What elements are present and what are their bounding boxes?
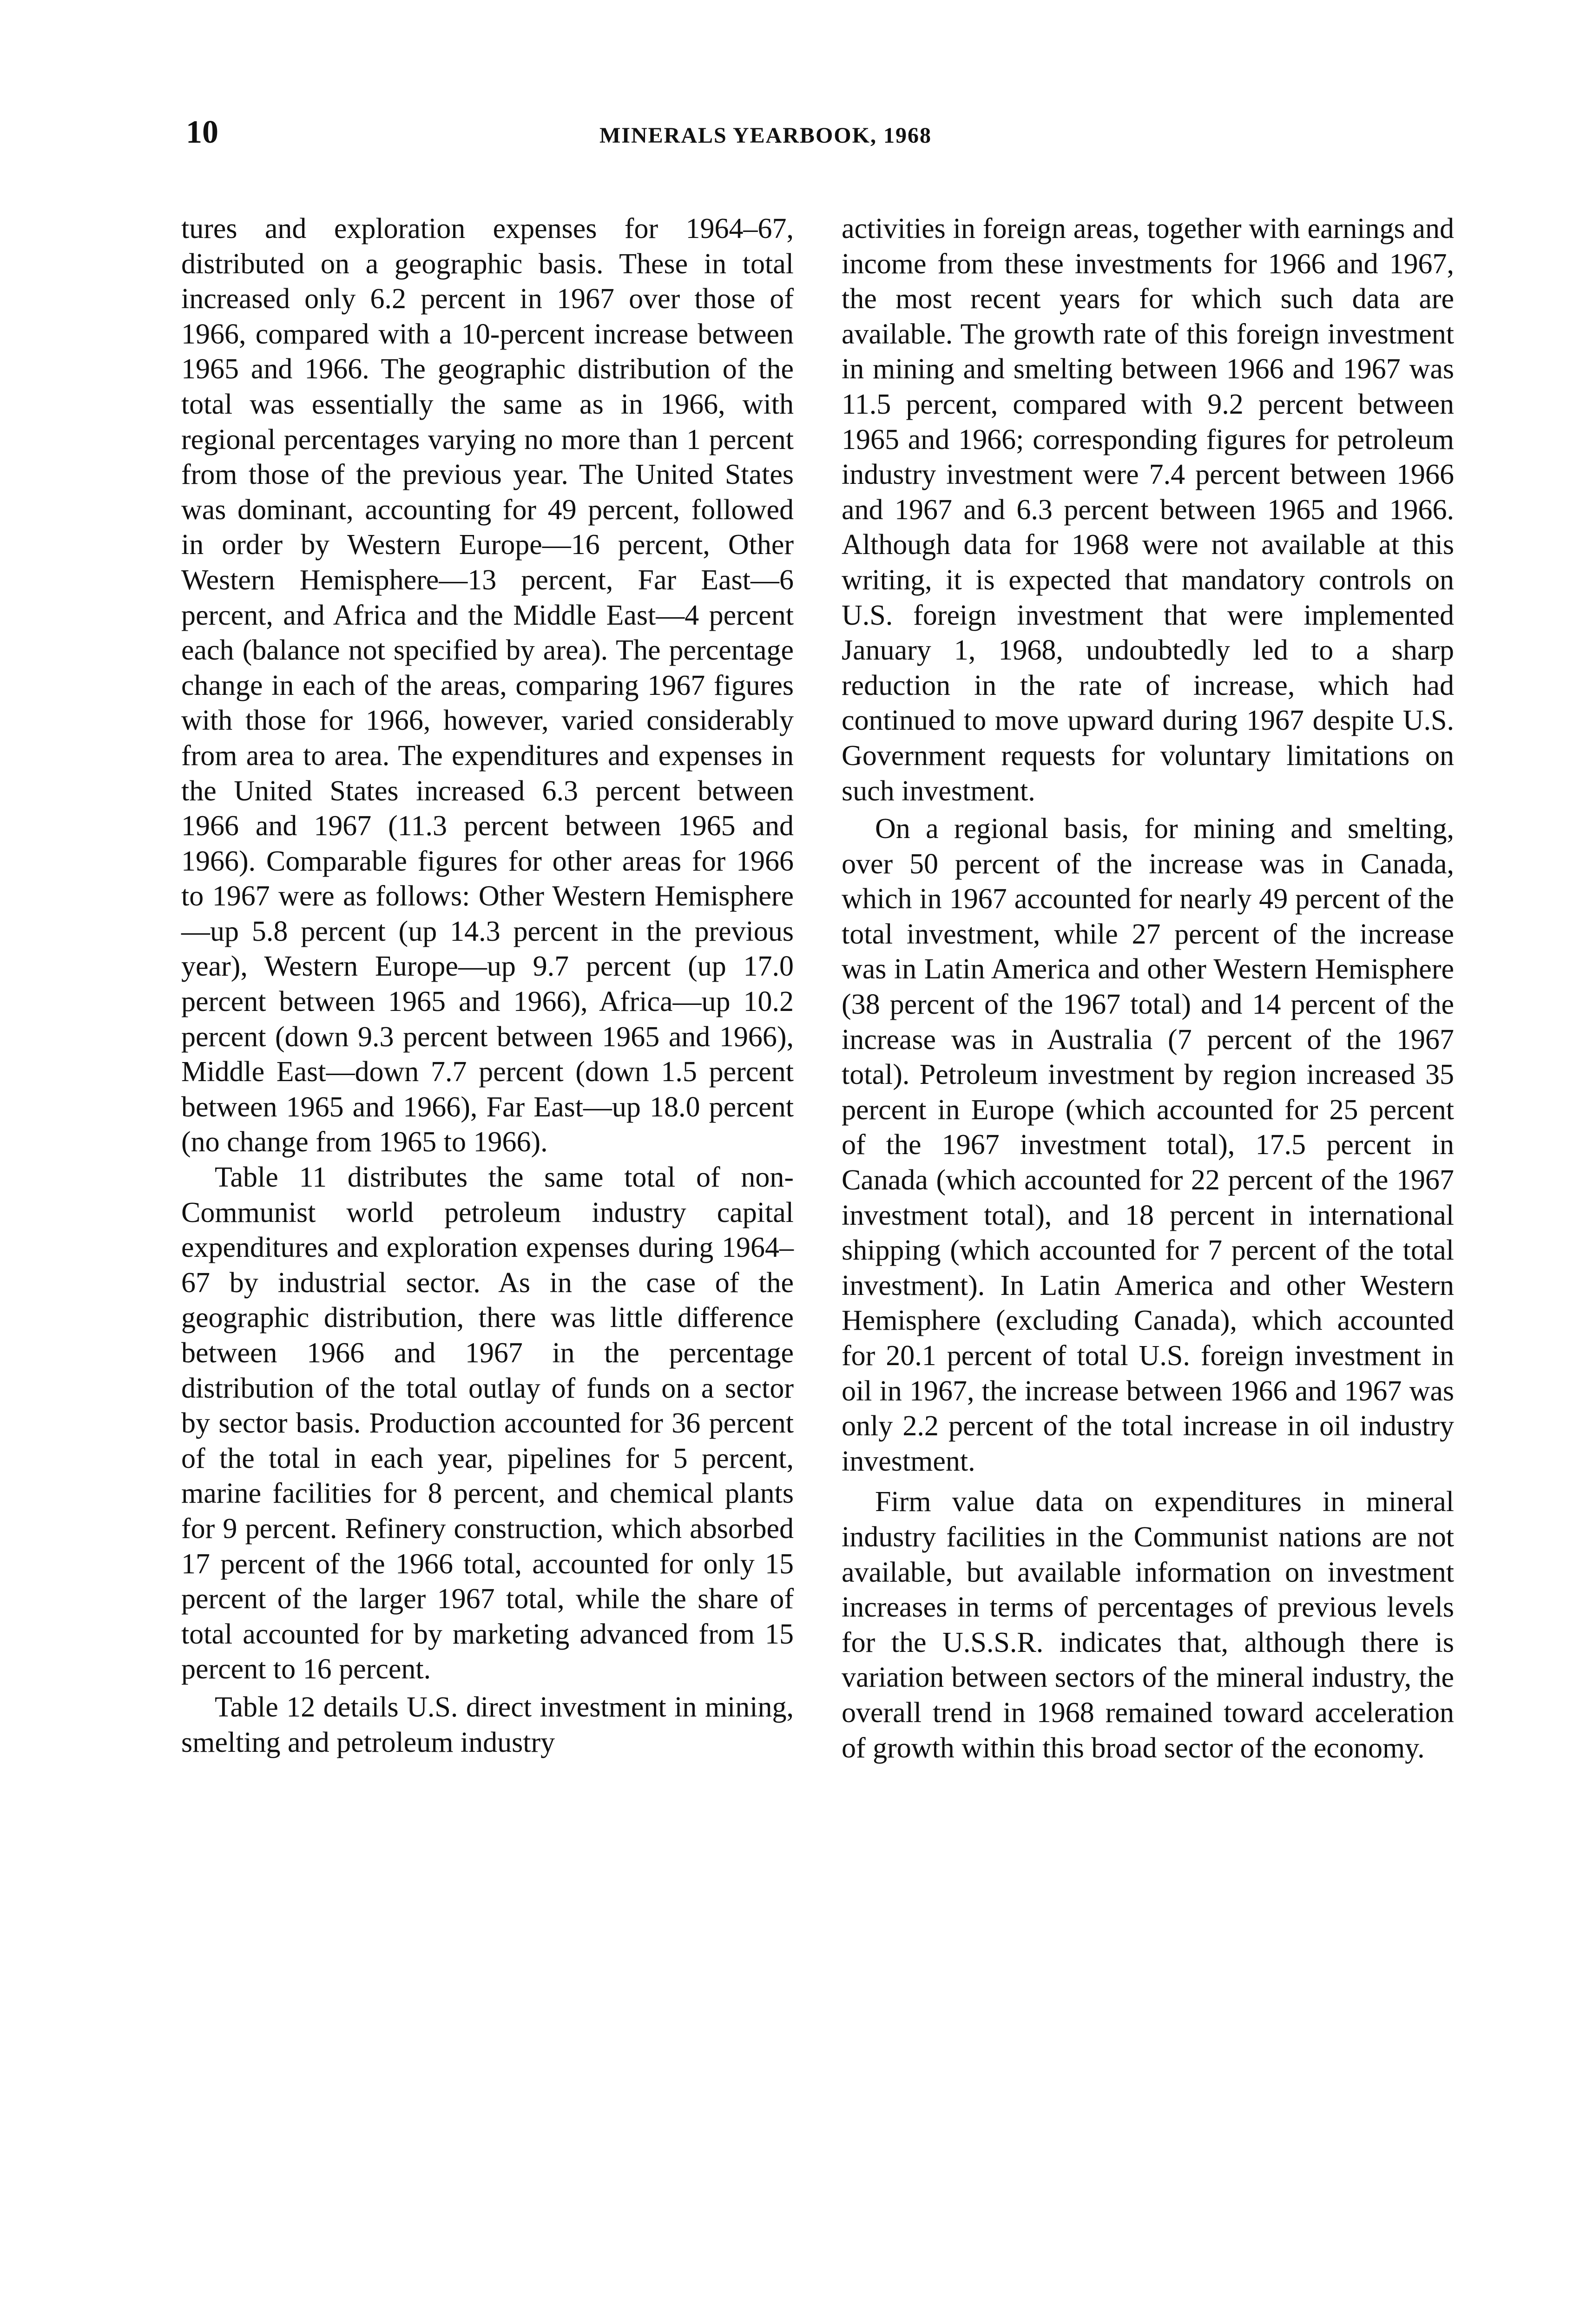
page-number: 10: [186, 114, 218, 150]
left-paragraph-3: Table 12 details U.S. direct investment in mining, smelting and petroleum industry: [181, 1691, 794, 1758]
right-paragraph-1: activities in foreign areas, together with earnings and income from these investments for 1966 and 1967, the most recent years for which such data are available. The growth rate of this foreign investment in mining and smelting between 1966 and 1967 was 11.5 percent, compared with 9.2 percent between 1965 and 1966; corresponding figures for petroleum industry investment were 7.4 percent between 1966 and 1967 and 6.3 percent between 1965 and 1966. Although data for 1968 were not available at this writing, it is expected that mandatory controls on U.S. foreign investment that were implemented January 1, 1968, undoubtedly led to a sharp reduction in the rate of increase, which had continued to move upward during 1967 despite U.S. Government requests for voluntary limitations on such investment.: [842, 213, 1454, 807]
left-column: [181, 211, 794, 1760]
right-column: [842, 211, 1454, 1766]
running-head: MINERALS YEARBOOK, 1968: [599, 123, 932, 148]
left-paragraph-2: Table 11 distributes the same total of non-Communist world petroleum industry capital expenditures and exploration expenses during 1964–67 by industrial sector. As in the case of the geographic distribution, there was little difference between 1966 and 1967 in the percentage distribution of the total outlay of funds on a sector by sector basis. Production accounted for 36 percent of the total in each year, pipelines for 5 percent, marine facilities for 8 percent, and chemical plants for 9 percent. Refinery construction, which absorbed 17 percent of the 1966 total, accounted for only 15 percent of the larger 1967 total, while the share of total accounted for by marketing advanced from 15 percent to 16 percent.: [181, 1162, 794, 1685]
right-paragraph-2: On a regional basis, for mining and smelting, over 50 percent of the increase was in Canada, which in 1967 accounted for nearly 49 percent of the total investment, while 27 percent of the increase was in Latin America and other Western Hemisphere (38 percent of the 1967 total) and 14 percent of the increase was in Australia (7 percent of the 1967 total). Petroleum investment by region increased 35 percent in Europe (which accounted for 25 percent of the 1967 investment total), 17.5 percent in Canada (which accounted for 22 percent of the 1967 investment total), and 18 percent in international shipping (which accounted for 7 percent of the total investment). In Latin America and other Western Hemisphere (excluding Canada), which accounted for 20.1 percent of total U.S. foreign investment in oil in 1967, the increase between 1966 and 1967 was only 2.2 percent of the total increase in oil industry investment.: [842, 813, 1454, 1477]
right-paragraph-3: Firm value data on expenditures in mineral industry facilities in the Communist nations are not available, but available information on investment increases in terms of percentages of previous levels for the U.S.S.R. indicates that, although there is variation between sectors of the mineral industry, the overall trend in 1968 remained toward acceleration of growth within this broad sector of the economy.: [842, 1486, 1454, 1764]
left-paragraph-1: tures and exploration expenses for 1964–67, distributed on a geographic basis. These in total increased only 6.2 percent in 1967 over those of 1966, compared with a 10-percent increase between 1965 and 1966. The geographic distribution of the total was essentially the same as in 1966, with regional percentages varying no more than 1 percent from those of the previous year. The United States was dominant, accounting for 49 percent, followed in order by Western Europe—16 percent, Other Western Hemisphere—13 percent, Far East—6 percent, and Africa and the Middle East—4 percent each (balance not specified by area). The percentage change in each of the areas, comparing 1967 figures with those for 1966, however, varied considerably from area to area. The expenditures and expenses in the United States increased 6.3 percent between 1966 and 1967 (11.3 percent between 1965 and 1966). Comparable figures for other areas for 1966 to 1967 were as follows: Other Western Hemisphere—up 5.8 percent (up 14.3 percent in the previous year), Western Europe—up 9.7 percent (up 17.0 percent between 1965 and 1966), Africa—up 10.2 percent (down 9.3 percent between 1965 and 1966), Middle East—down 7.7 percent (down 1.5 percent between 1965 and 1966), Far East—up 18.0 percent (no change from 1965 to 1966).: [181, 213, 794, 1158]
